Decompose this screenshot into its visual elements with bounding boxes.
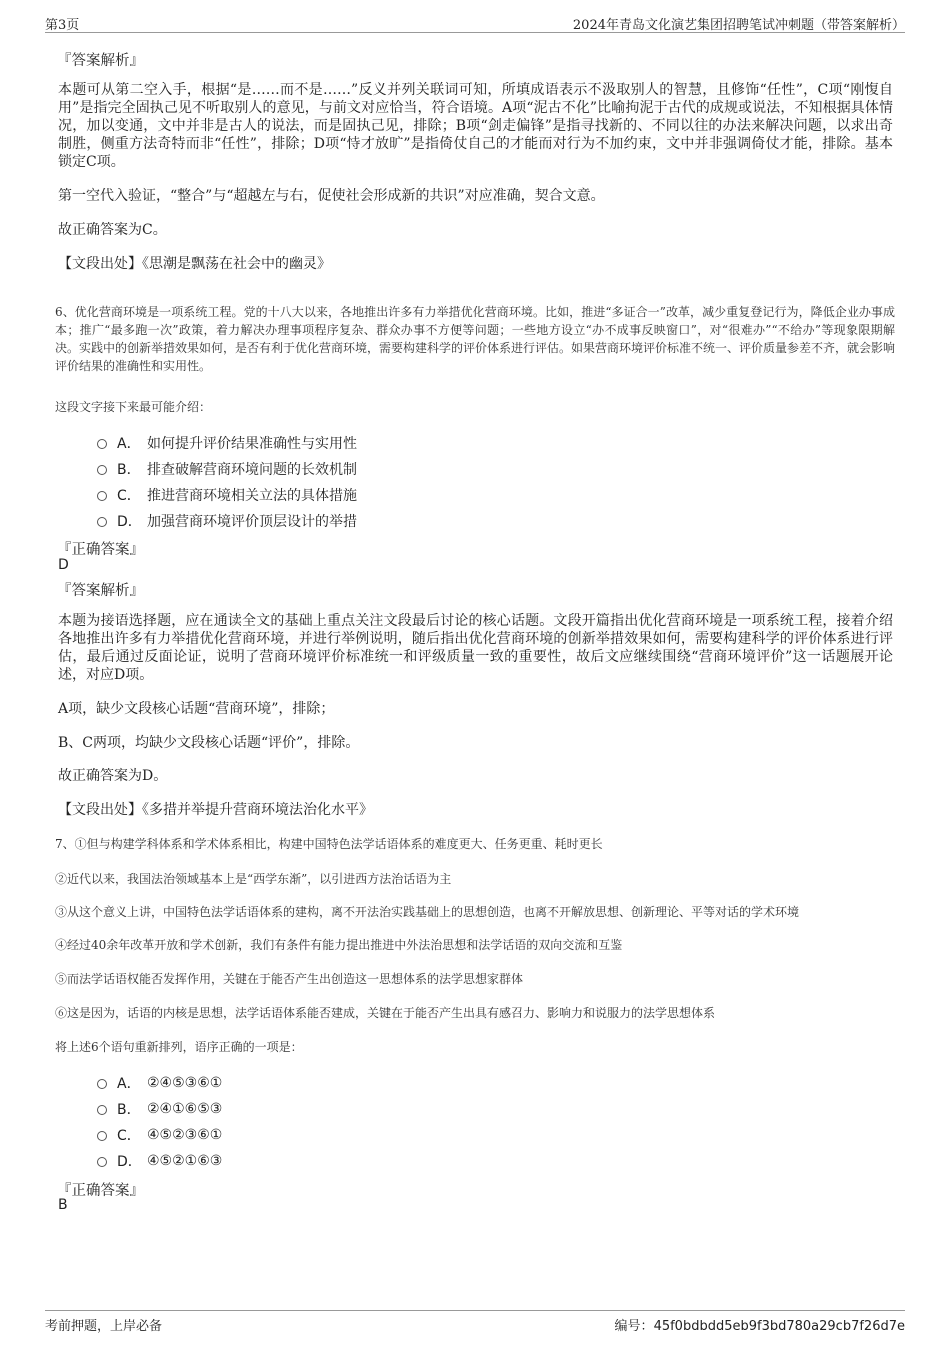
q7-answer-label: 『正确答案』 — [57, 1183, 144, 1199]
q5-source: 【文段出处】《思潮是飘荡在社会中的幽灵》 — [58, 256, 331, 272]
q6-option-a[interactable]: A． 如何提升评价结果准确性与实用性 — [97, 433, 357, 453]
radio-icon[interactable] — [97, 491, 107, 501]
q7-sentence-5: ⑤而法学话语权能否发挥作用，关键在于能否产生出创造这一思想体系的法学思想家群体 — [55, 972, 524, 986]
q6-option-c[interactable]: C． 推进营商环境相关立法的具体措施 — [97, 485, 357, 505]
q6-option-d[interactable]: D． 加强营商环境评价顶层设计的举措 — [97, 511, 357, 531]
q7-option-d[interactable]: D． ④⑤②①⑥③ — [97, 1151, 222, 1171]
radio-icon[interactable] — [97, 1157, 107, 1167]
q6-prompt: 这段文字接下来最可能介绍： — [55, 400, 212, 414]
q6-conclusion: 故正确答案为D。 — [58, 768, 168, 784]
document-title: 2024年青岛文化演艺集团招聘笔试冲刺题（带答案解析） — [572, 18, 905, 33]
q6-analysis-label: 『答案解析』 — [57, 583, 144, 599]
q5-analysis-label: 『答案解析』 — [57, 53, 144, 69]
q6-analysis-text: 本题为接语选择题，应在通读全文的基础上重点关注文段最后讨论的核心话题。文段开篇指出优化营商环境是一项系统工程，接着介绍各地推出许多有力举措优化营商环境，并进行举例说明，随后指出优化营商环境的创新举措效果如何，需要构建科学的评价体系进行评估，最后通过反面论证，说明了营商环境评价标准统一和评级质量一致的重要性，故后文应继续围绕“营商环境评价”这一话题展开论述，对应D项。 — [58, 613, 893, 683]
q6-note-bc: B、C两项，均缺少文段核心话题“评价”，排除。 — [58, 735, 360, 751]
q5-analysis-text: 本题可从第二空入手，根据“是……而不是……”反义并列关联词可知，所填成语表示不汲取别人的智慧，且修饰“任性”，C项“刚愎自用”是指完全固执己见不听取别人的意见，与前文对应恰当，符合语境。A项“泥古不化”比喻拘泥于古代的成规或说法，不知根据具体情况，加以变通，文中并非是古人的说法，而是固执己见，排除；B项“剑走偏锋”是指寻找新的、不同以往的办法来解决问题，以求出奇制胜，侧重方法奇特而非“任性”，排除；D项“恃才放旷”是指倚仗自己的才能而对行为不加约束，文中并非强调倚仗才能，排除。基本锁定C项。 — [58, 82, 893, 170]
q7-prompt: 将上述6个语句重新排列，语序正确的一项是： — [55, 1040, 303, 1054]
footer-slogan: 考前押题，上岸必备 — [45, 1319, 163, 1334]
q7-sentence-2: ②近代以来，我国法治领域基本上是“西学东渐”，以引进西方法治话语为主 — [55, 872, 452, 886]
page-number: 第3页 — [45, 18, 80, 33]
q7-sentence-3: ③从这个意义上讲，中国特色法学话语体系的建构，离不开法治实践基础上的思想创造，也离不开解放思想、创新理论、平等对话的学术环境 — [55, 905, 800, 919]
radio-icon[interactable] — [97, 465, 107, 475]
q6-stem: 6、优化营商环境是一项系统工程。党的十八大以来，各地推出许多有力举措优化营商环境。比如，推进“多证合一”改革，减少重复登记行为，降低企业办事成本；推广“最多跑一次”政策，着力解决办理事项程序复杂、群众办事不方便等问题；一些地方设立“办不成事反映窗口”，对“很难办”“不给办”等现象限期解决。实践中的创新举措效果如何，是否有利于优化营商环境，需要构建科学的评价体系进行评估。如果营商环境评价标准不统一、评价质量参差不齐，就会影响评价结果的准确性和实用性。 — [55, 305, 896, 373]
q7-answer: B — [58, 1197, 68, 1213]
q6-answer-label: 『正确答案』 — [57, 542, 144, 558]
radio-icon[interactable] — [97, 1105, 107, 1115]
radio-icon[interactable] — [97, 439, 107, 449]
q6-option-b[interactable]: B． 排查破解营商环境问题的长效机制 — [97, 459, 357, 479]
q7-sentence-4: ④经过40余年改革开放和学术创新，我们有条件有能力提出推进中外法治思想和法学话语的双向交流和互鉴 — [55, 938, 623, 952]
document-code: 编号：45f0bdbdd5eb9f3bd780a29cb7f26d7e — [614, 1319, 905, 1334]
q5-verify-text: 第一空代入验证，“整合”与“超越左与右，促使社会形成新的共识”对应准确，契合文意。 — [58, 188, 605, 204]
page-footer — [45, 1310, 905, 1333]
page-header — [45, 12, 905, 33]
q7-option-b[interactable]: B． ②④①⑥⑤③ — [97, 1099, 222, 1119]
radio-icon[interactable] — [97, 1131, 107, 1141]
q7-sentence-1: 7、①但与构建学科体系和学术体系相比，构建中国特色法学话语体系的难度更大、任务更重、耗时更长 — [55, 837, 603, 851]
q7-sentence-6: ⑥这是因为，话语的内核是思想，法学话语体系能否建成，关键在于能否产生出具有感召力、影响力和说服力的法学思想体系 — [55, 1006, 716, 1020]
q5-conclusion: 故正确答案为C。 — [58, 222, 167, 238]
q7-option-c[interactable]: C． ④⑤②③⑥① — [97, 1125, 222, 1145]
radio-icon[interactable] — [97, 517, 107, 527]
radio-icon[interactable] — [97, 1079, 107, 1089]
q6-source: 【文段出处】《多措并举提升营商环境法治化水平》 — [58, 802, 373, 818]
q6-answer: D — [58, 557, 69, 573]
q6-note-a: A项，缺少文段核心话题“营商环境”，排除； — [58, 701, 335, 717]
q7-option-a[interactable]: A． ②④⑤③⑥① — [97, 1073, 222, 1093]
